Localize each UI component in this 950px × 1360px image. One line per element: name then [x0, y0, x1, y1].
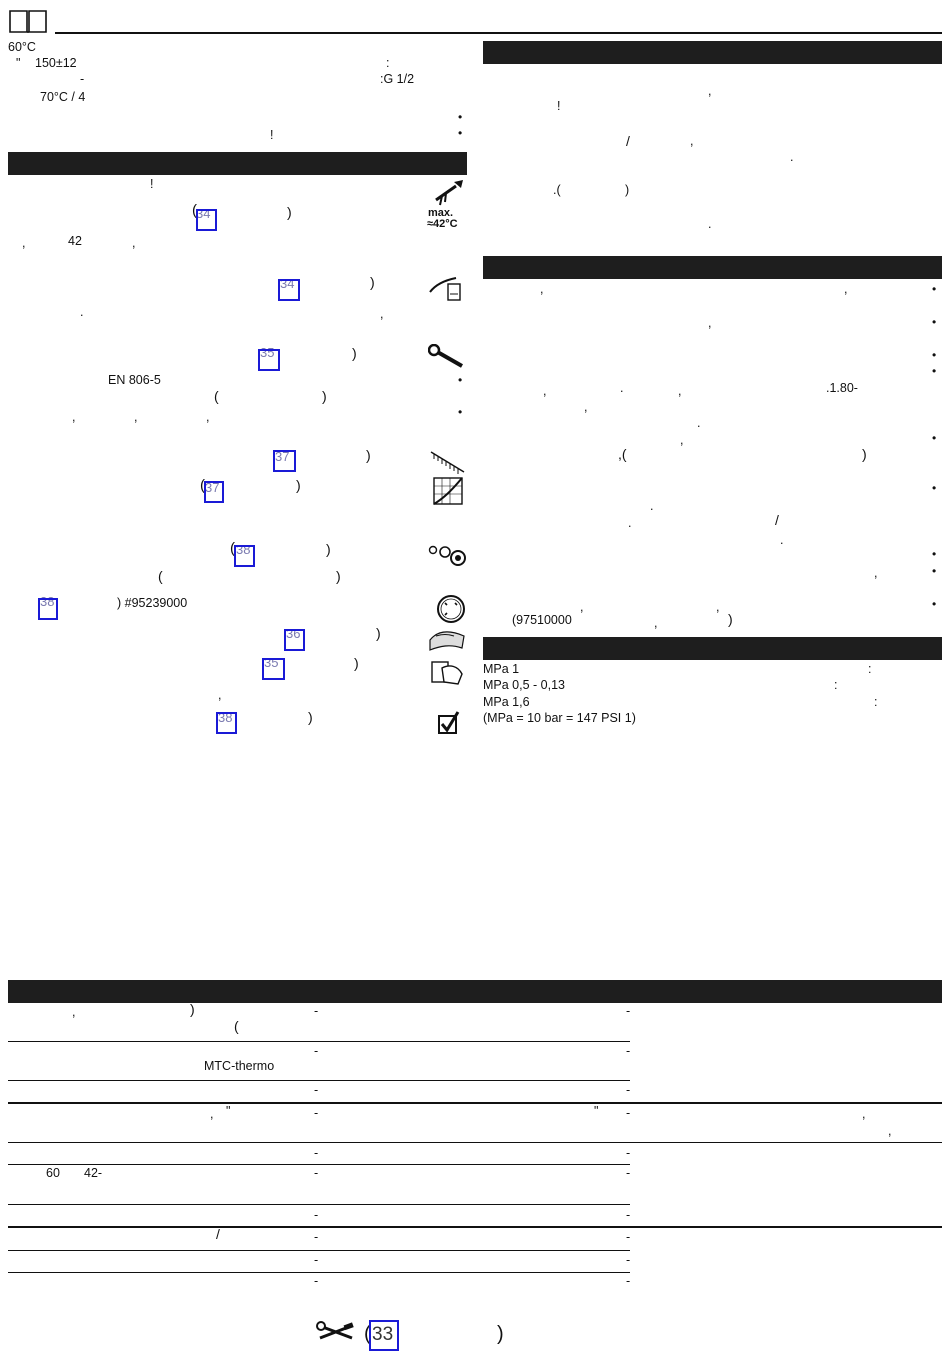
dash: -	[626, 1166, 631, 1180]
text-fragment: ,	[210, 1107, 214, 1121]
text-fragment: 42	[68, 234, 82, 248]
dash: -	[626, 1253, 631, 1267]
text-fragment: ,	[206, 410, 210, 424]
dash: -	[314, 1146, 319, 1160]
text-fragment: )	[625, 183, 630, 197]
section-bar-installation	[8, 152, 467, 175]
text-fragment: )	[190, 1001, 195, 1017]
bullet: •	[932, 364, 937, 378]
page-reference: 34	[280, 276, 295, 291]
text-fragment: (	[230, 540, 235, 557]
text-fragment: )	[376, 625, 381, 641]
bullet: •	[932, 348, 937, 362]
text-fragment: "	[226, 1104, 231, 1118]
part-number: ) #95239000	[117, 596, 188, 610]
dash: -	[314, 1274, 319, 1288]
page-reference: 35	[260, 345, 275, 360]
text-fragment: :	[868, 662, 872, 676]
bullet: •	[458, 126, 463, 140]
text-fragment: (	[214, 388, 219, 404]
footer-paren-close: )	[497, 1323, 504, 1345]
text-fragment: ,	[132, 236, 136, 250]
spec-line-2-quote: "	[16, 56, 21, 70]
text-fragment: /	[216, 1226, 220, 1242]
text-fragment: ,	[844, 282, 848, 296]
page-ref-box[interactable]	[216, 712, 237, 734]
book-icon	[8, 8, 48, 37]
text-fragment: .	[697, 416, 701, 430]
pressure-recommended: MPa 0,5 - 0,13	[483, 678, 565, 692]
dash: -	[626, 1208, 631, 1222]
page-reference: 34	[196, 206, 211, 221]
text-fragment: ,	[678, 384, 682, 398]
bullet: •	[932, 282, 937, 296]
table-row-divider	[8, 1204, 630, 1205]
text-fragment: /	[626, 133, 630, 149]
text-fragment: ,	[540, 282, 544, 296]
spec-line-5: !	[270, 128, 274, 142]
dash: -	[626, 1083, 631, 1097]
table-row-divider	[8, 1142, 942, 1143]
text-fragment: )	[336, 568, 341, 584]
text-fragment: :	[834, 678, 838, 692]
footer-paren-open: (	[364, 1323, 371, 1345]
max-temp-label: ≈42°C	[427, 218, 458, 230]
spec-line-3-dash: -	[80, 72, 85, 86]
text-fragment: )	[287, 204, 292, 220]
part-number: (97510000	[512, 613, 572, 627]
page-reference: 37	[205, 480, 220, 495]
bullet: •	[932, 315, 937, 329]
pressure-operating: MPa 1	[483, 662, 520, 676]
filter-parts-icon	[428, 542, 468, 571]
page-ref-box[interactable]	[273, 450, 296, 472]
text-fragment: )	[352, 345, 357, 361]
table-row-divider	[8, 1080, 630, 1081]
text-fragment: .1.80-	[826, 381, 858, 395]
bullet: •	[932, 481, 937, 495]
page-ref-box[interactable]	[278, 279, 300, 301]
text-fragment: .	[80, 305, 84, 319]
page-reference: 38	[218, 710, 233, 725]
table-group-divider	[8, 1102, 942, 1104]
section-bar-technical-data	[483, 637, 942, 660]
text-fragment: (	[192, 202, 197, 219]
seal-ring-icon	[436, 594, 466, 627]
page-reference: 35	[264, 655, 279, 670]
text-fragment: )	[728, 611, 733, 627]
text-fragment: )	[296, 477, 301, 493]
dash: -	[314, 1230, 319, 1244]
text-fragment: ,	[654, 616, 658, 630]
text-fragment: )	[354, 655, 359, 671]
page-reference: 37	[275, 449, 290, 464]
spec-line-2-value: 150±12	[35, 56, 77, 70]
text-fragment: ,	[543, 384, 547, 398]
table-row-divider	[8, 1041, 630, 1042]
text-fragment: ,	[708, 316, 712, 330]
dash: -	[626, 1044, 631, 1058]
text-fragment: )	[326, 541, 331, 557]
text-fragment: ,	[874, 566, 878, 580]
text-fragment: ,	[584, 400, 588, 414]
spec-line-4: 70°C / 4	[40, 90, 86, 104]
dash: -	[626, 1230, 631, 1244]
table-row-divider	[8, 1272, 630, 1273]
table-group-divider	[8, 1226, 942, 1228]
text-fragment: ,	[22, 236, 26, 250]
text-fragment: ,(	[618, 446, 627, 462]
bullet: •	[932, 547, 937, 561]
text-fragment: ,	[134, 410, 138, 424]
footer-page-ref-box[interactable]	[369, 1320, 399, 1351]
cleaning-cloth-icon	[428, 626, 468, 655]
dash: -	[314, 1044, 319, 1058]
text-fragment: )	[366, 447, 371, 463]
page-ref-box[interactable]	[284, 629, 305, 651]
text-fragment: ,	[690, 134, 694, 148]
bullet: •	[458, 373, 463, 387]
tools-icon	[316, 1318, 356, 1347]
section-bar-right-1	[483, 41, 942, 64]
text-fragment: .	[708, 217, 712, 231]
dash: -	[314, 1253, 319, 1267]
checkbox-icon	[437, 710, 461, 739]
dash: -	[314, 1208, 319, 1222]
text-fragment: ,	[218, 688, 222, 702]
page-ref-box[interactable]	[204, 481, 224, 503]
footer-page-number: 33	[372, 1324, 394, 1345]
text-fragment: )	[370, 274, 375, 290]
text-fragment: !	[557, 99, 561, 113]
text-fragment: .	[780, 533, 784, 547]
text-fragment: ,	[716, 600, 720, 614]
hand-cleaning-icon	[428, 272, 464, 307]
text-fragment: !	[150, 177, 154, 191]
dash: -	[626, 1146, 631, 1160]
text-fragment: ,	[862, 1107, 866, 1121]
mtc-thermo-label: MTC-thermo	[204, 1059, 275, 1073]
temp-42: 42-	[84, 1166, 103, 1180]
text-fragment: (	[158, 568, 163, 584]
dash: -	[626, 1106, 631, 1120]
pressure-conversion: (MPa = 10 bar = 147 PSI 1)	[483, 711, 636, 725]
table-row-divider	[8, 1250, 630, 1251]
page-ref-box[interactable]	[196, 209, 217, 231]
section-bar-troubleshooting	[8, 980, 942, 1003]
text-fragment: ,	[580, 600, 584, 614]
spec-line-2-colon: :	[386, 56, 390, 70]
bullet: •	[932, 564, 937, 578]
wrench-icon	[428, 344, 466, 373]
table-row-divider	[8, 1164, 630, 1165]
page-reference: 38	[236, 542, 251, 557]
dash: -	[626, 1004, 631, 1018]
text-fragment: :	[874, 695, 878, 709]
text-fragment: ,	[380, 307, 384, 321]
dash: -	[626, 1274, 631, 1288]
text-fragment: .(	[553, 183, 561, 197]
page-ref-box[interactable]	[38, 598, 58, 620]
text-fragment: ,	[708, 84, 712, 98]
dash: -	[314, 1106, 319, 1120]
temperature-scale-icon	[430, 450, 466, 509]
spec-line-3-thread: :G 1/2	[380, 72, 415, 86]
page-reference: 38	[40, 594, 55, 609]
dash: -	[314, 1083, 319, 1097]
spec-line-1: 60°C	[8, 40, 36, 54]
bullet: •	[932, 431, 937, 445]
text-fragment: )	[308, 709, 313, 725]
section-bar-safety	[483, 256, 942, 279]
dash: -	[314, 1004, 319, 1018]
text-fragment: .	[628, 516, 632, 530]
dash: -	[314, 1166, 319, 1180]
text-fragment: /	[775, 512, 779, 528]
pressure-test: MPa 1,6	[483, 695, 530, 709]
text-fragment: .	[790, 150, 794, 164]
bullet: •	[932, 597, 937, 611]
text-fragment: ,	[72, 410, 76, 424]
text-fragment: (	[234, 1018, 239, 1034]
max-label: max.	[428, 207, 454, 219]
text-fragment: .	[650, 499, 654, 513]
text-fragment: )	[322, 388, 327, 404]
caulk-gun-icon	[432, 178, 466, 209]
bullet: •	[458, 110, 463, 124]
norm-reference: EN 806-5	[108, 373, 161, 387]
text-fragment: ,	[72, 1005, 76, 1019]
page-reference: 36	[286, 626, 301, 641]
page-ref-box[interactable]	[258, 349, 280, 371]
bullet: •	[458, 405, 463, 419]
text-fragment: ,	[888, 1124, 892, 1138]
text-fragment: )	[862, 446, 867, 462]
hand-assembly-icon	[430, 656, 464, 689]
text-fragment: "	[594, 1104, 599, 1118]
temp-60: 60	[46, 1166, 60, 1180]
text-fragment: (	[200, 477, 205, 494]
text-fragment: .	[620, 381, 624, 395]
page-ref-box[interactable]	[262, 658, 285, 680]
page-ref-box[interactable]	[234, 545, 255, 567]
header-rule	[55, 32, 942, 34]
text-fragment: ,	[680, 433, 684, 447]
